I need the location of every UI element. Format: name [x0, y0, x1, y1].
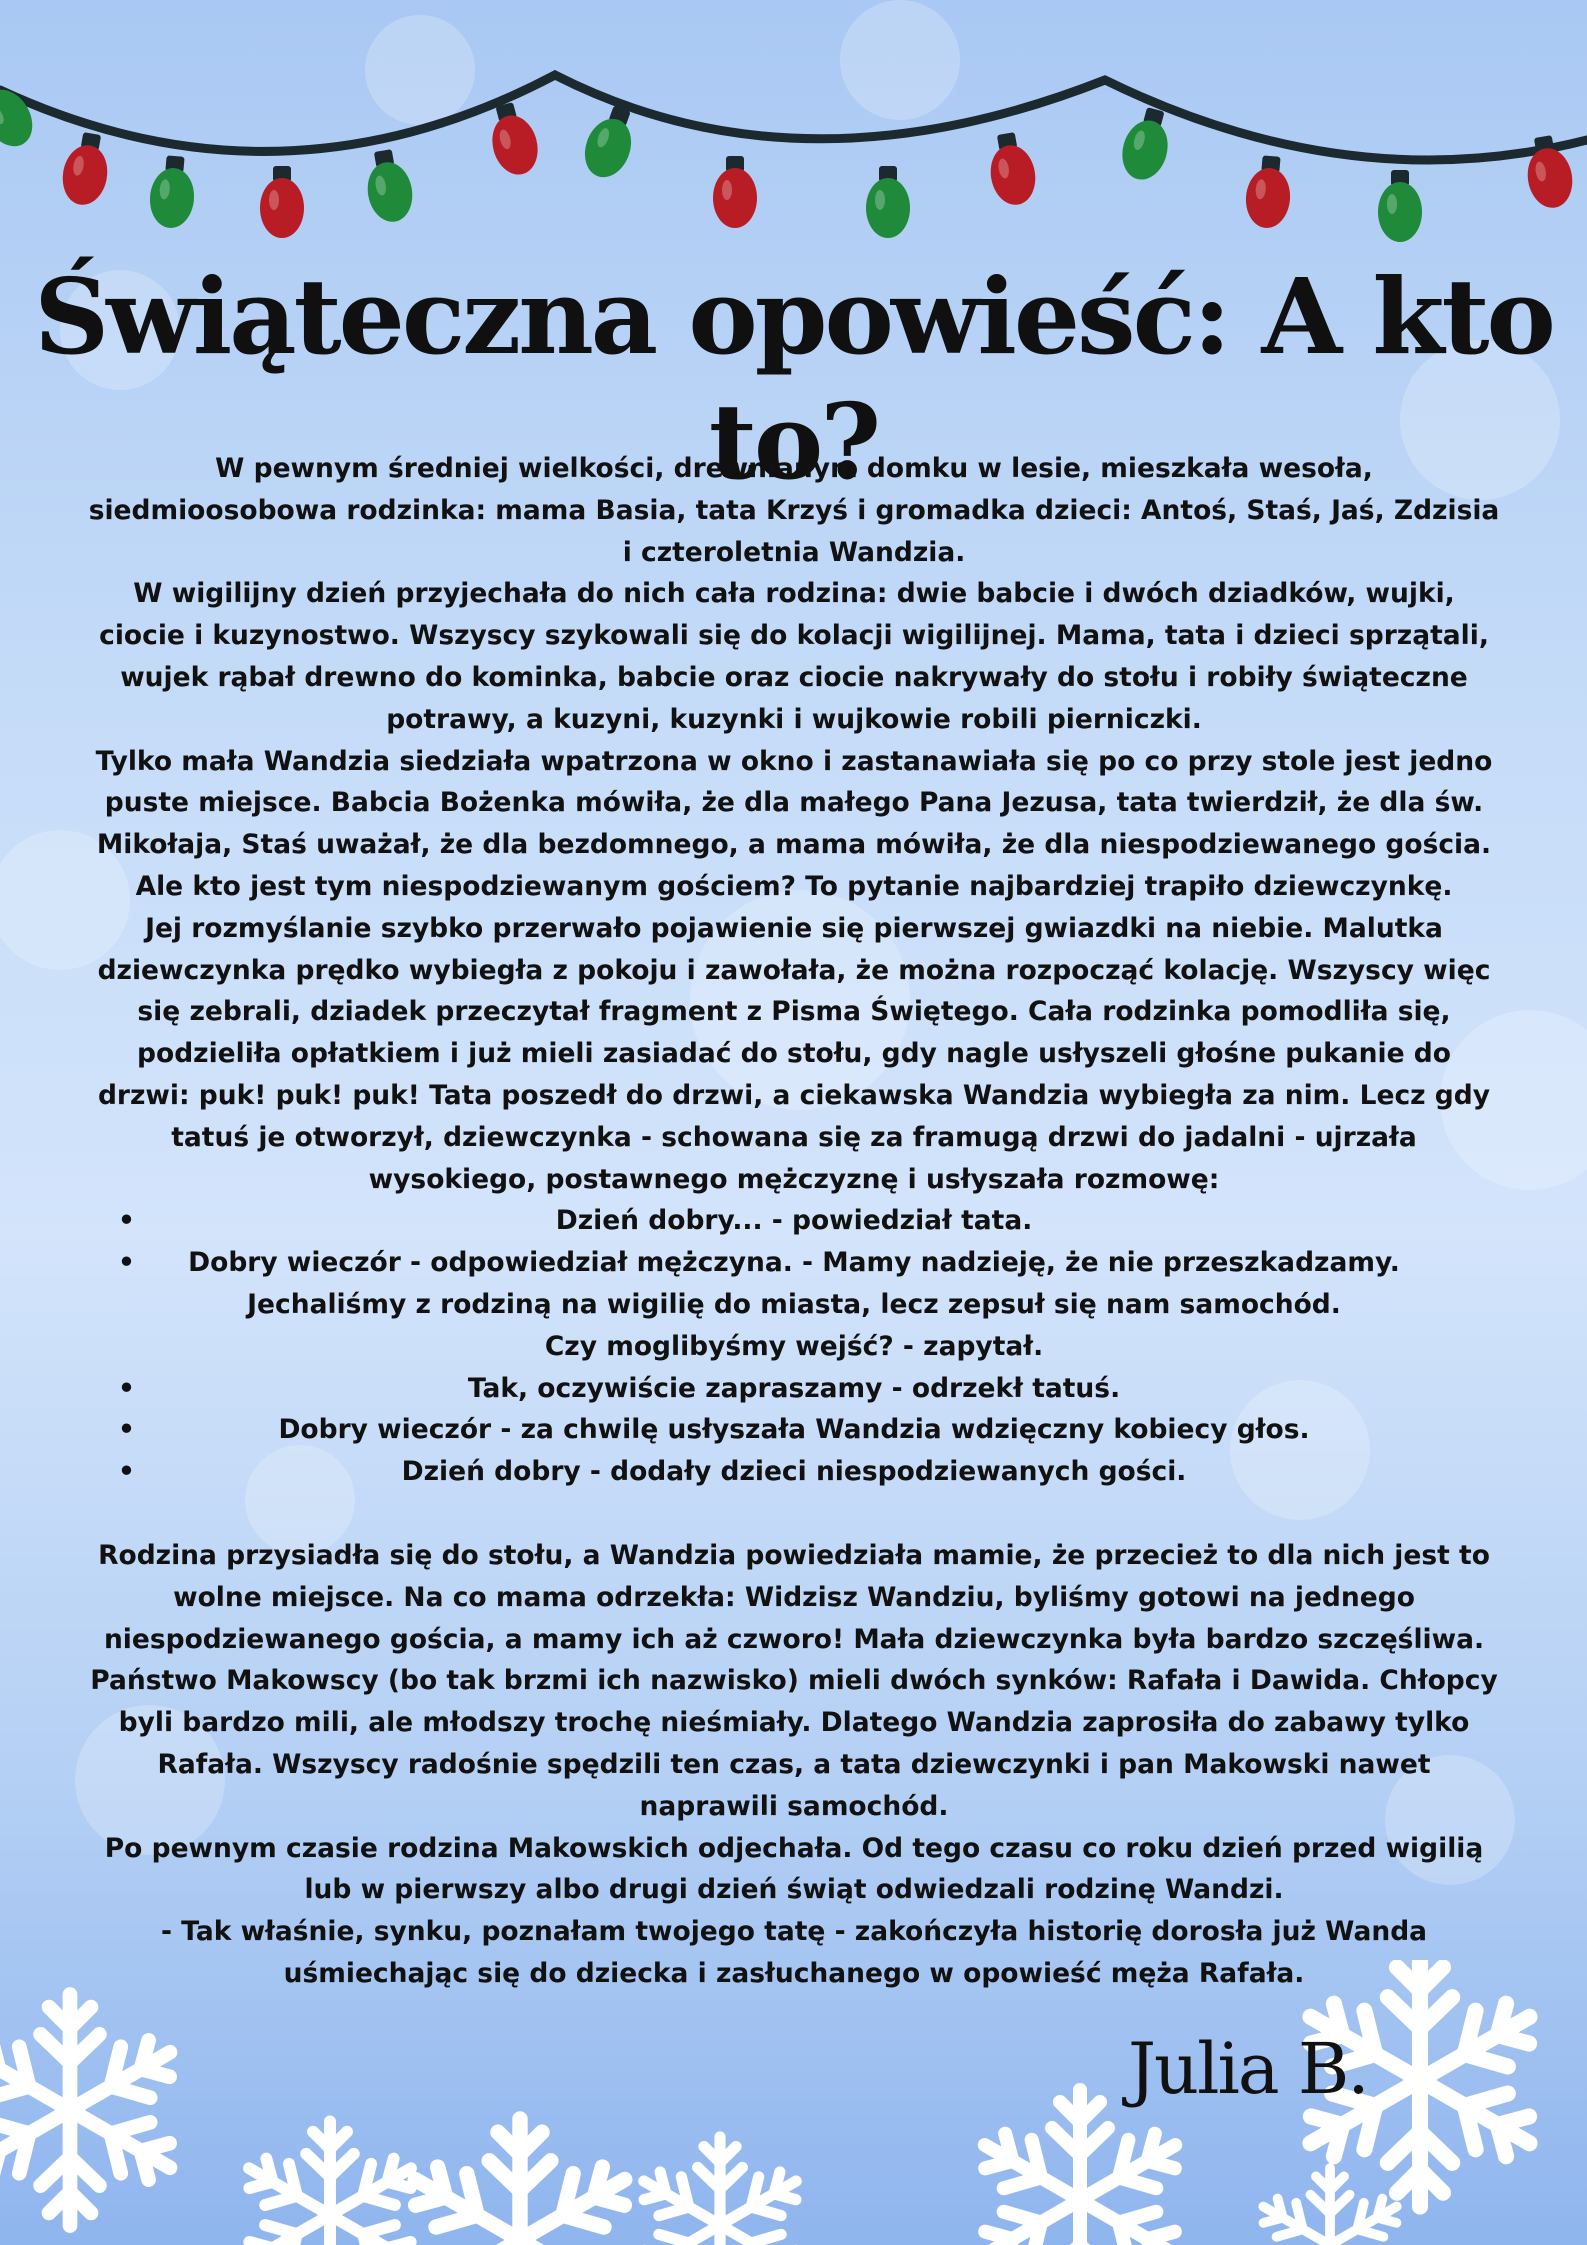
- dialogue-item: • Tak, oczywiście zapraszamy - odrzekł tatuś.: [88, 1368, 1500, 1410]
- bullet-icon: •: [118, 1414, 135, 1446]
- spacer: [88, 1493, 1500, 1535]
- dialogue-item: • Dobry wieczór - odpowiedział mężczyna. - Mamy nadzieję, że nie przeszkadzamy.: [88, 1242, 1500, 1284]
- snowflake-icon: [237, 2122, 423, 2245]
- story-body: [88, 448, 1500, 1995]
- christmas-lights-garland: [0, 0, 1587, 260]
- snowflake-icon: [633, 2137, 808, 2245]
- light-bulb-icon: [984, 130, 1040, 209]
- story-paragraph: Rodzina przysiadła się do stołu, a Wandzia powiedziała mamie, że przecież to dla nich jest to wolne miejsce. Na co mama odrzekła: Widzisz Wandziu, byliśmy gotowi na jednego niespodziewanego gościa, a mamy ich aż czworo! Mała dziewczynka była bardzo szczęśliwa. Państwo Makowscy (bo tak brzmi ich nazwisko) mieli dwóch synków: Rafała i Dawida. Chłopcy byli bardzo mili, ale młodszy trochę nieśmiały. Dlatego Wandzia zaprosiła do zabawy tylko Rafała. Wszyscy radośnie spędzili ten czas, a tata dziewczynki i pan Makowski nawet naprawili samochód.: [90, 1539, 1498, 1822]
- bullet-icon: •: [118, 1205, 135, 1237]
- dialogue-item: • Dobry wieczór - za chwilę usłyszała Wandzia wdzięczny kobiecy głos.: [88, 1409, 1500, 1451]
- light-bulb-icon: [1116, 104, 1177, 185]
- dialogue-list: [88, 1368, 1500, 1493]
- light-bulb-icon: [866, 166, 910, 238]
- story-paragraph: Po pewnym czasie rodzina Makowskich odjechała. Od tego czasu co roku dzień przed wigilią lub w pierwszy albo drugi dzień świąt odwiedzali rodzinę Wandzi.: [104, 1832, 1484, 1906]
- light-bulb-icon: [1243, 154, 1293, 230]
- author-signature: Julia B.: [1128, 2028, 1368, 2110]
- story-paragraph: - Tak właśnie, synku, poznałam twojego tatę - zakończyła historię dorosła już Wanda uśmiechając się do dziecka i zasłuchanego w opowieść męża Rafała.: [160, 1916, 1428, 1989]
- light-bulb-icon: [713, 156, 757, 228]
- light-bulb-icon: [0, 71, 42, 155]
- snowflake-icon: [0, 1995, 185, 2226]
- story-paragraph: Tylko mała Wandzia siedziała wpatrzona w okno i zastanawiała się po co przy stole jest jedno puste miejsce. Babcia Bożenka mówiła, że dla małego Pana Jezusa, tata twierdził, że dla św. Mikołaja, Staś uważał, że dla bezdomnego, a mama mówiła, że dla niespodziewanego gościa. Ale kto jest tym niespodziewanym gościem? To pytanie najbardziej trapiło dziewczynkę.: [95, 745, 1493, 902]
- bullet-icon: •: [118, 1456, 135, 1488]
- snowflake-icon: [971, 2090, 1190, 2245]
- story-paragraph: W wigilijny dzień przyjechała do nich cała rodzina: dwie babcie i dwóch dziadków, wujki, ciocie i kuzynostwo. Wszyscy szykowali się do kolacji wigilijnej. Mama, tata i dzieci sprzątali, wujek rąbał drewno do kominka, babcie oraz ciocie nakrywały do stołu i robiły świąteczne potrawy, a kuzyni, kuzynki i wujkowie robili pierniczki.: [99, 578, 1489, 735]
- light-bulb-icon: [361, 147, 417, 226]
- dialogue-continuation: Czy moglibyśmy wejść? - zapytał.: [544, 1330, 1044, 1362]
- light-bulb-icon: [577, 101, 643, 184]
- dialogue-item: • Dzień dobry - dodały dzieci niespodziewanych gości.: [88, 1451, 1500, 1493]
- light-bulb-icon: [58, 130, 114, 209]
- story-paragraph: W pewnym średniej wielkości, drewnianym domku w lesie, mieszkała wesoła, siedmioosobowa rodzinka: mama Basia, tata Krzyś i gromadka dzieci: Antoś, Staś, Jaś, Zdzisia i czteroletnia Wandzia.: [88, 453, 1500, 568]
- bullet-icon: •: [118, 1372, 135, 1404]
- story-paragraph: Jej rozmyślanie szybko przerwało pojawienie się pierwszej gwiazdki na niebie. Malutka dziewczynka prędko wybiegła z pokoju i zawołała, że można rozpocząć kolację. Wszyscy więc się zebrali, dziadek przeczytał fragment z Pisma Świętego. Cała rodzinka pomodliła się, podzieliła opłatkiem i już mieli zasiadać do stołu, gdy nagle usłyszeli głośne pukanie do drzwi: puk! puk! puk! Tata poszedł do drzwi, a ciekawska Wandzia wybiegła za nim. Lecz gdy tatuś je otworzył, dziewczynka - schowana się za framugą drzwi do jadalni - ujrzała wysokiego, postawnego mężczyznę i usłyszała rozmowę:: [97, 912, 1491, 1195]
- light-bulb-icon: [260, 166, 304, 238]
- light-bulb-icon: [147, 154, 197, 230]
- page-title: Świąteczna opowieść: A kto to?: [34, 255, 1553, 503]
- dialogue-item: • Dzień dobry... - powiedział tata.: [88, 1200, 1500, 1242]
- bullet-icon: •: [118, 1247, 135, 1279]
- snowflake-icon: [1254, 2168, 1407, 2245]
- light-bulb-icon: [483, 99, 544, 180]
- dialogue-list: [88, 1200, 1500, 1284]
- dialogue-continuation: Jechaliśmy z rodziną na wigilię do miasta, lecz zepsuł się nam samochód.: [247, 1288, 1341, 1320]
- snowflake-icon: [400, 2119, 640, 2245]
- light-bulb-icon: [1378, 170, 1422, 242]
